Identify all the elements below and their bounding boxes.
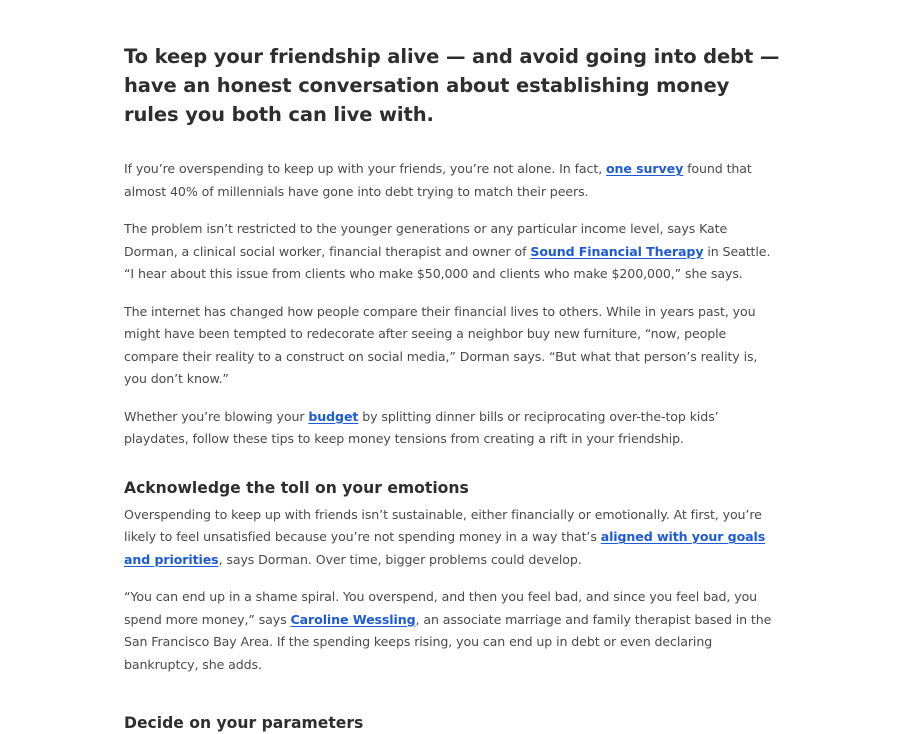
next-section-heading-text: Decide on your parameters [124, 714, 364, 732]
paragraph-text: found that almost 40% of millennials have gone into debt trying to match their peers. [124, 161, 752, 199]
paragraph-text: , an associate marriage and family therapist based in the San Francisco Bay Area. If the spending keeps rising, you can end up in debt or even declaring bankruptcy, she adds. [124, 611, 772, 672]
paragraph-text: in Seattle. “I hear about this issue from clients who make $50,000 and clients who make $200,000,” she says. [124, 243, 771, 281]
link-caroline-wessling[interactable]: Caroline Wessling [290, 611, 416, 627]
section-heading-emotions: Acknowledge the toll on your emotions [124, 478, 469, 497]
paragraph-text: “You can end up in a shame spiral. You overspend, and then you feel bad, and since you feel bad, you spend more money,” says [124, 589, 758, 627]
link-one-survey[interactable]: one survey [606, 161, 684, 176]
article-body [124, 42, 784, 691]
paragraph-dorman [124, 218, 784, 286]
next-section-heading-cropped [124, 712, 424, 732]
paragraph-text: Whether you’re blowing your [124, 408, 309, 424]
link-budget[interactable]: budget [308, 408, 359, 424]
paragraph-overspending [124, 504, 784, 572]
article-lede-heading: To keep your friendship alive — and avoid going into debt — have an honest conversation about establishing money rules you both can live with. [124, 45, 780, 126]
paragraph-text: The problem isn’t restricted to the younger generations or any particular income level, says Kate Dorman, a clinical social worker, financial therapist and owner of [124, 221, 728, 259]
paragraph-budget [124, 406, 784, 451]
link-sound-financial-therapy[interactable]: Sound Financial Therapy [530, 243, 704, 259]
paragraph-text: , says Dorman. Over time, bigger problems could develop. [218, 551, 582, 567]
paragraph-text: If you’re overspending to keep up with your friends, you’re not alone. In fact, [124, 161, 606, 176]
paragraph-shame-spiral [124, 586, 784, 676]
link-aligned-with-goals[interactable]: aligned with your goals and priorities [124, 529, 766, 567]
paragraph-text: by splitting dinner bills or reciprocating over-the-top kids’ playdates, follow these tips to keep money tensions from creating a rift in your friendship. [124, 408, 719, 446]
paragraph-text: Overspending to keep up with friends isn’t sustainable, either financially or emotionally. At first, you’re likely to feel unsatisfied because you’re not spending money in a way that’s [124, 506, 762, 544]
paragraph-intro [124, 158, 784, 203]
paragraph-internet: The internet has changed how people compare their financial lives to others. While in years past, you might have been tempted to redecorate after seeing a neighbor buy new furniture, “now, people compare their reality to a construct on social media,” Dorman says. “But what that person’s reality is, you don’t know.” [124, 303, 758, 386]
